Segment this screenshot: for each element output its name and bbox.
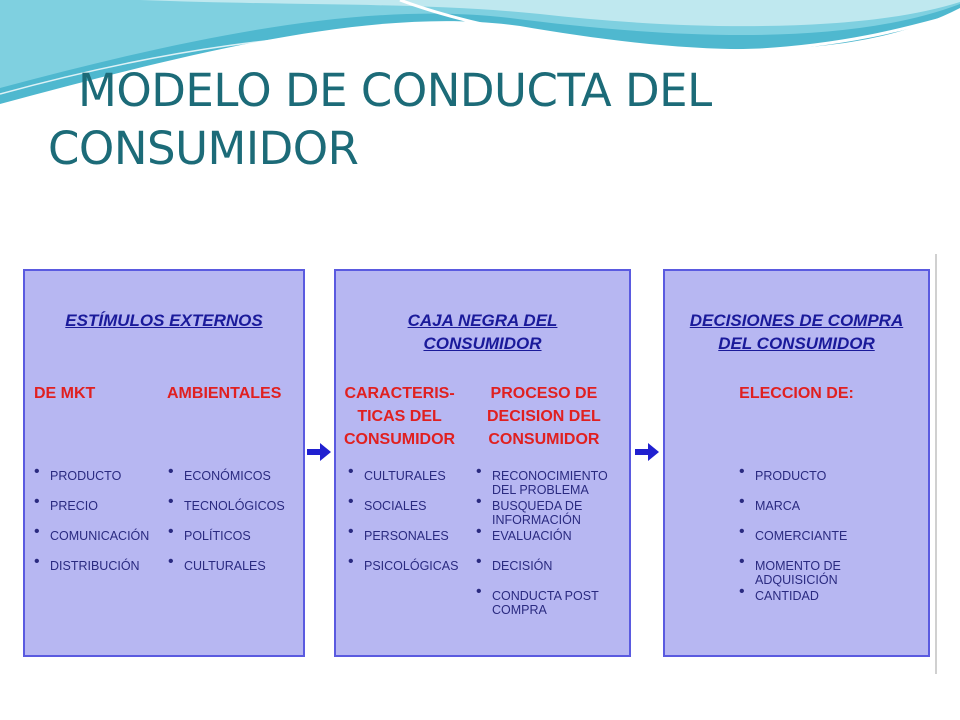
choice-heading: ELECCION DE: xyxy=(739,385,854,402)
environmental-list xyxy=(168,469,285,573)
arrow-right-icon xyxy=(634,441,660,463)
list-item xyxy=(739,559,847,587)
characteristics-heading-line-2: TICAS DEL xyxy=(357,408,442,425)
slide-title xyxy=(48,62,928,178)
list-item: • PRODUCTO xyxy=(739,469,847,483)
purchase-decisions-heading-line-2: DEL CONSUMIDOR xyxy=(718,334,875,353)
list-item: • ECONÓMICOS xyxy=(168,469,285,483)
external-stimuli-heading: ESTÍMULOS EXTERNOS xyxy=(65,311,263,330)
purchase-decisions-heading-line-1: DECISIONES DE COMPRA xyxy=(689,311,904,330)
list-item-line: COMPRA xyxy=(492,603,547,617)
black-box-heading-line-2: CONSUMIDOR xyxy=(423,334,542,353)
purchase-decisions-box xyxy=(663,269,930,657)
slide-title-line-2: CONSUMIDOR xyxy=(48,122,359,175)
arrow-right-icon xyxy=(306,441,332,463)
black-box-heading xyxy=(336,309,629,355)
list-item: • CULTURALES xyxy=(168,559,285,573)
list-item: • COMERCIANTE xyxy=(739,529,847,543)
decision-process-list xyxy=(476,469,608,617)
list-item: • CANTIDAD xyxy=(739,589,847,603)
list-item: • MARCA xyxy=(739,499,847,513)
list-item: • TECNOLÓGICOS xyxy=(168,499,285,513)
list-item: • COMUNICACIÓN xyxy=(34,529,149,543)
characteristics-column-heading xyxy=(344,382,455,451)
decision-process-heading-line-1: PROCESO DE xyxy=(490,385,598,402)
mkt-column-heading: DE MKT xyxy=(34,385,96,402)
decision-process-heading-line-3: CONSUMIDOR xyxy=(488,431,600,448)
decision-process-heading-line-2: DECISION DEL xyxy=(487,408,601,425)
list-item xyxy=(476,469,608,497)
consumer-behavior-diagram xyxy=(0,250,960,690)
purchase-decisions-heading xyxy=(665,309,928,355)
slide-title-line-1: MODELO DE CONDUCTA DEL xyxy=(78,64,712,117)
list-item-line: MOMENTO DE xyxy=(755,559,841,573)
environmental-column-heading: AMBIENTALES xyxy=(167,385,282,402)
list-item: • PERSONALES xyxy=(348,529,458,543)
list-item xyxy=(476,589,608,617)
list-item-line: BUSQUEDA DE xyxy=(492,499,583,513)
list-item: • DISTRIBUCIÓN xyxy=(34,559,149,573)
list-item-line: CONDUCTA POST xyxy=(492,589,599,603)
list-item-line: INFORMACIÓN xyxy=(492,513,581,527)
black-box-box xyxy=(334,269,631,657)
choice-list xyxy=(739,469,847,603)
list-item-line: ADQUISICIÓN xyxy=(755,573,838,587)
decision-process-column-heading xyxy=(487,382,601,451)
black-box-heading-line-1: CAJA NEGRA DEL xyxy=(407,311,558,330)
list-item: • PSICOLÓGICAS xyxy=(348,559,458,573)
list-item-line: DEL PROBLEMA xyxy=(492,483,589,497)
list-item: • CULTURALES xyxy=(348,469,458,483)
list-item: • SOCIALES xyxy=(348,499,458,513)
list-item: • DECISIÓN xyxy=(476,559,608,573)
characteristics-list xyxy=(348,469,458,573)
list-item xyxy=(476,499,608,527)
list-item: • PRECIO xyxy=(34,499,149,513)
list-item: • POLÍTICOS xyxy=(168,529,285,543)
list-item: • EVALUACIÓN xyxy=(476,529,608,543)
characteristics-heading-line-3: CONSUMIDOR xyxy=(344,431,456,448)
external-stimuli-box xyxy=(23,269,305,657)
list-item: • PRODUCTO xyxy=(34,469,149,483)
characteristics-heading-line-1: CARACTERIS- xyxy=(344,385,455,402)
mkt-list xyxy=(34,469,149,573)
list-item-line: RECONOCIMIENTO xyxy=(492,469,608,483)
